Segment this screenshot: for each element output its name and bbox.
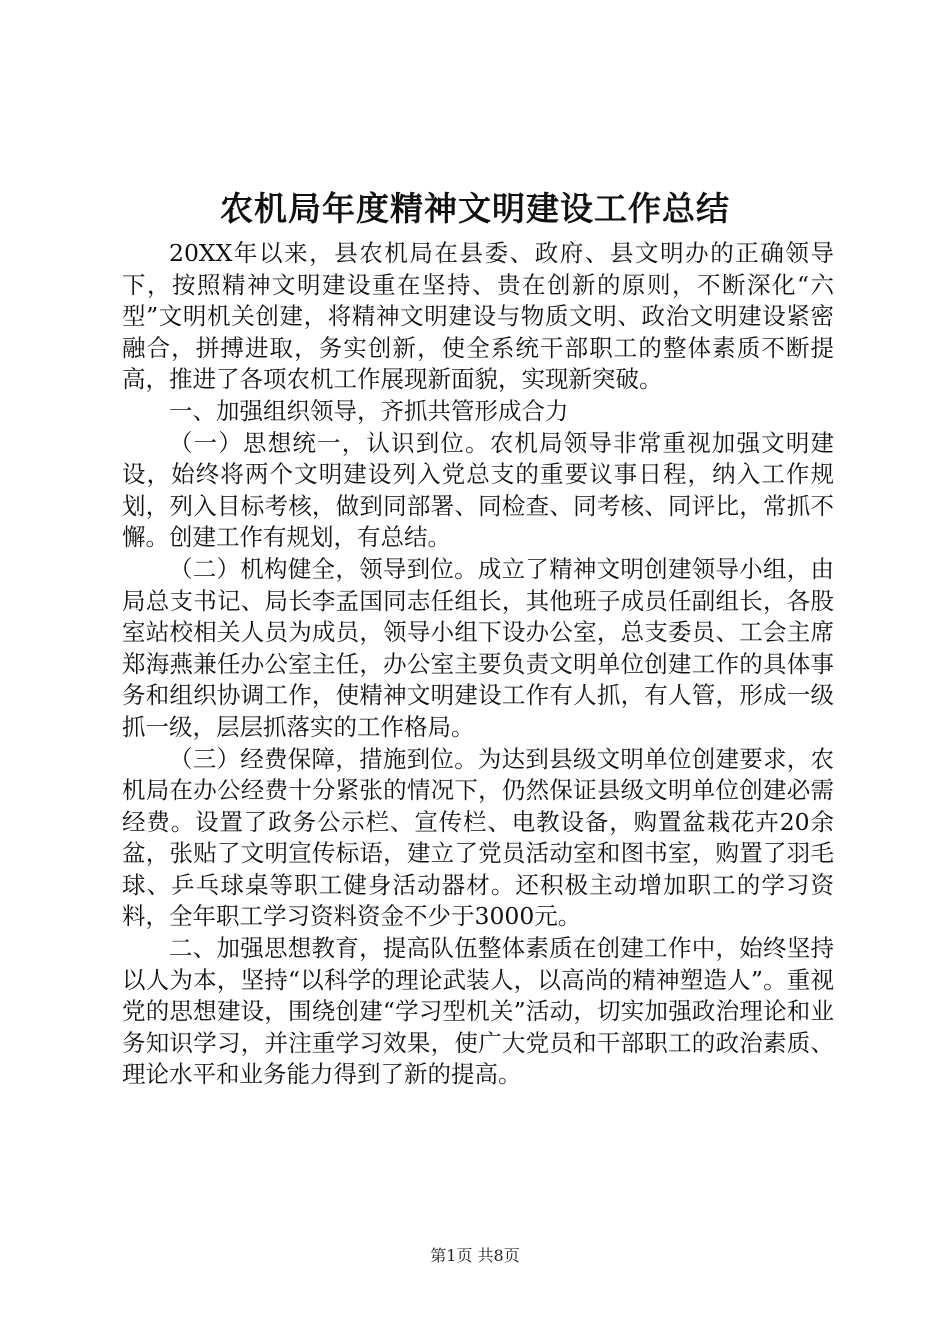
paragraph-1-2: （二）机构健全，领导到位。成立了精神文明创建领导小组，由局总支书记、局长李孟国同志任组长，其他班子成员任副组长，各股室站校相关人员为成员，领导小组下设办公室，总支委员、工会主席郑海燕兼任办公室主任，办公室主要负责文明单位创建工作的具体事务和组织协调工作，使精神文明建设工作有人抓，有人管，形成一级抓一级，层层抓落实的工作格局。 [122, 554, 834, 741]
paragraph-1-3: （三）经费保障，措施到位。为达到县级文明单位创建要求，农机局在办公经费十分紧张的情况下，仍然保证县级文明单位创建必需经费。设置了政务公示栏、宣传栏、电教设备，购置盆栽花卉20余盆，张贴了文明宣传标语，建立了党员活动室和图书室，购置了羽毛球、乒乓球桌等职工健身活动器材。还积极主动增加职工的学习资料，全年职工学习资料资金不少于3000元。 [122, 744, 834, 931]
document-body [122, 238, 834, 1091]
paragraph-intro: 20XX年以来，县农机局在县委、政府、县文明办的正确领导下，按照精神文明建设重在坚持、贵在创新的原则，不断深化“六型”文明机关创建，将精神文明建设与物质文明、政治文明建设紧密融合，拼搏进取，务实创新，使全系统干部职工的整体素质不断提高，推进了各项农机工作展现新面貌，实现新突破。 [122, 239, 834, 394]
document-title: 农机局年度精神文明建设工作总结 [220, 189, 730, 228]
page-number-footer: 第1页 共8页 [430, 1246, 520, 1265]
section-heading-1: 一、加强组织领导，齐抓共管形成合力 [169, 396, 569, 425]
paragraph-section-2: 二、加强思想教育，提高队伍整体素质在创建工作中，始终坚持以人为本，坚持“以科学的理论武装人，以高尚的精神塑造人”。重视党的思想建设，围绕创建“学习型机关”活动，切实加强政治理论和业务知识学习，并注重学习效果，使广大党员和干部职工的政治素质、理论水平和业务能力得到了新的提高。 [122, 934, 834, 1089]
paragraph-1-1: （一）思想统一，认识到位。农机局领导非常重视加强文明建设，始终将两个文明建设列入党总支的重要议事日程，纳入工作规划，列入目标考核，做到同部署、同检查、同考核、同评比，常抓不懈。创建工作有规划，有总结。 [122, 428, 834, 552]
